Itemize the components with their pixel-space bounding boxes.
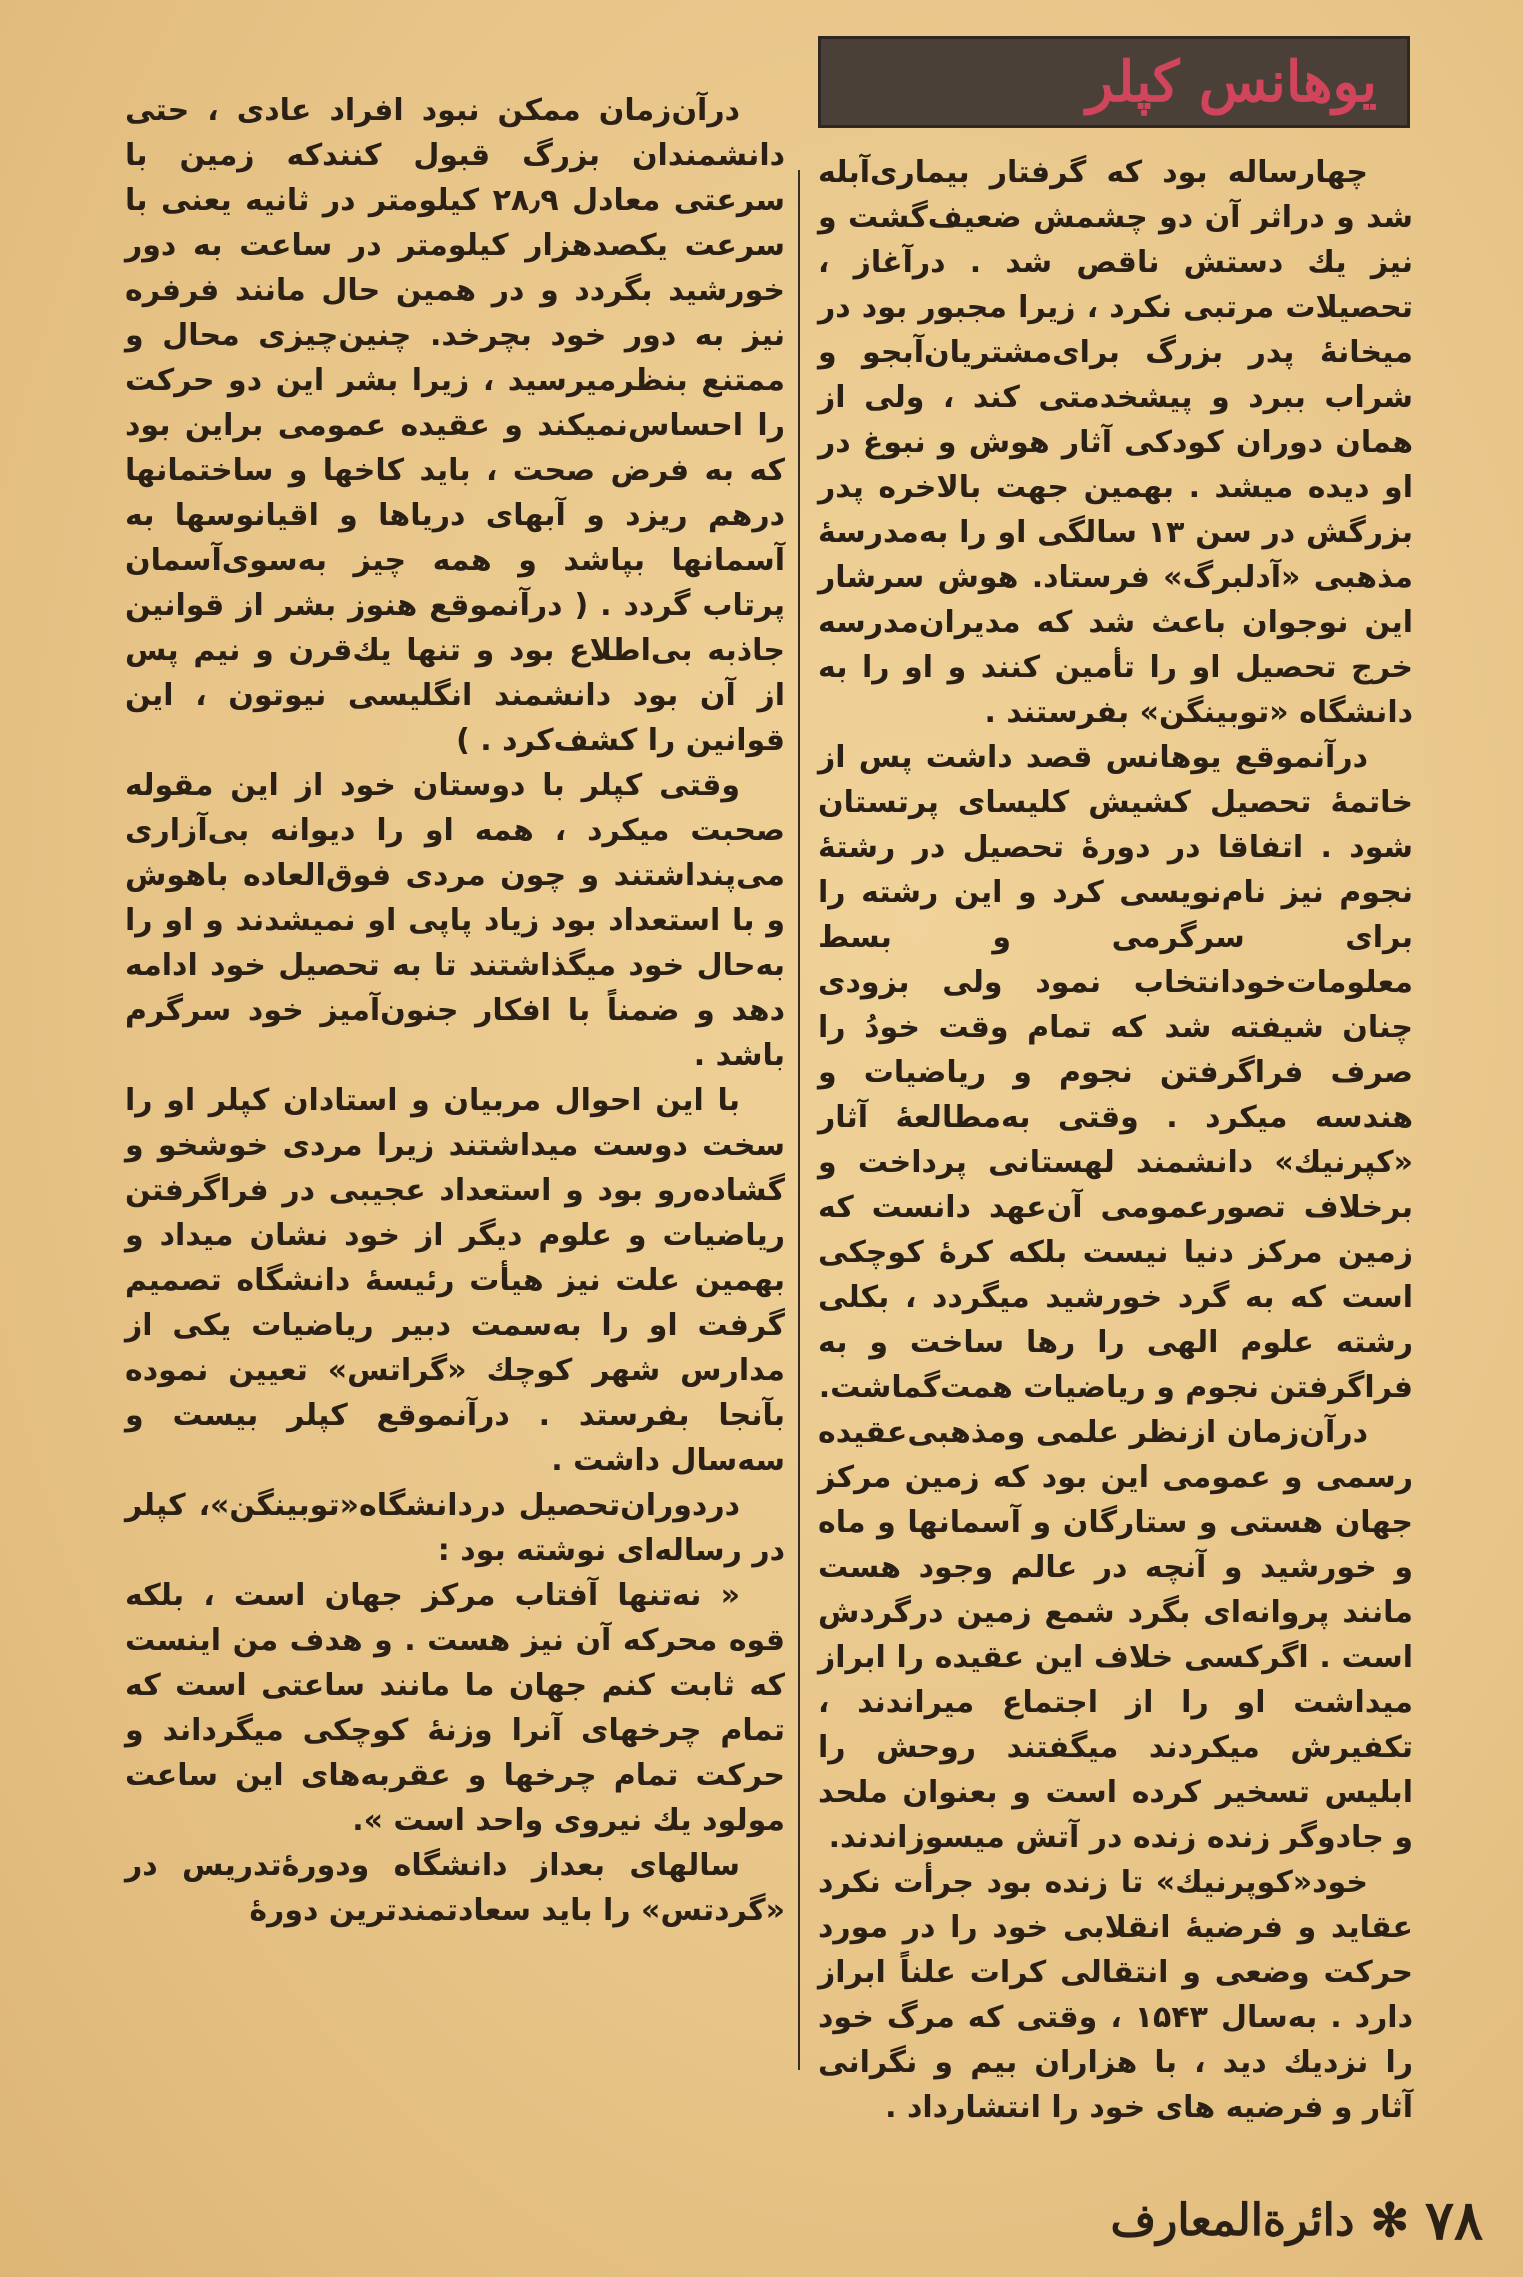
paragraph: چهارساله بود که گرفتار بیماری‌آبله شد و دراثر آن دو چشمش ضعیف‌گشت و نیز یك دستش ناقص شد . درآغاز ، تحصیلات مرتبی نکرد ، زیرا مجبور بود در میخانهٔ پدر بزرگ برای‌مشتریان‌آبجو و شراب ببرد و پیشخدمتی کند ، ولی از همان دوران کودکی آثار هوش و نبوغ در او دیده میشد . بهمین جهت بالاخره پدر بزرگش در سن ۱۳ سالگی او را به‌مدرسهٔ مذهبی «آدلبرگ» فرستاد. هوش سرشار این نوجوان باعث شد که مدیران‌مدرسه خرج تحصیل او را تأمین کنند و او را به دانشگاه «توبینگن» بفرستند .: [818, 155, 1413, 730]
paragraph: وقتی کپلر با دوستان خود از این مقوله صحبت میکرد ، همه او را دیوانه بی‌آزاری می‌پنداشتند و چون مردی فوق‌العاده باهوش و با استعداد بود زیاد پاپی او نمیشدند و او را به‌حال خود میگذاشتند تا به تحصیل خود ادامه دهد و ضمناً با افکار جنون‌آمیز خود سرگرم باشد .: [125, 768, 785, 1073]
paragraph: سالهای بعداز دانشگاه ودورهٔ‌تدریس در «گردتس» را باید سعادتمندترین دورهٔ: [125, 1848, 785, 1928]
paragraph: درآنموقع یوهانس قصد داشت پس از خاتمهٔ تحصیل کشیش کلیسای پرتستان شود . اتفاقا در دورهٔ تحصیل در رشتهٔ نجوم نیز نام‌نویسی کرد و این رشته را برای سرگرمی و بسط معلومات‌خودانتخاب نمود ولی بزودی چنان شیفته شد که تمام وقت خودُ را صرف فراگرفتن نجوم و ریاضیات و هندسه میکرد . وقتی به‌مطالعهٔ آثار «کپرنیك» دانشمند لهستانی پرداخت و برخلاف تصور‌عمومی آن‌عهد دانست که زمین مرکز دنیا نیست بلکه کرهٔ کوچکی است که به گرد خورشید میگردد ، بکلی رشته علوم الهی را رها ساخت و به فراگرفتن نجوم و ریاضیات همت‌گماشت.: [818, 740, 1413, 1405]
paragraph: خود«کوپرنیك» تا زنده بود جرأت نکرد عقاید و فرضیهٔ انقلابی خود را در مورد حرکت وضعی و انتقالی کرات علناً ابراز دارد . به‌سال ۱۵۴۳ ، وقتی که مرگ خود را نزدیك دید ، با هزاران بیم و نگرانی آثار و فرضیه های خود را انتشارداد .: [818, 1865, 1413, 2125]
page-number: ۷۸: [1424, 2188, 1483, 2252]
paragraph: درآن‌زمان ممکن نبود افراد عادی ، حتی دانشمندان بزرگ قبول کنندکه زمین با سرعتی معادل ۲۸٫۹ کیلومتر در ثانیه یعنی با سرعت یکصدهزار کیلومتر در ساعت به دور خورشید بگردد و در همین حال مانند فرفره نیز به دور خود بچرخد. چنین‌چیزی محال و ممتنع بنظرمیرسید ، زیرا بشر این دو حرکت را احساس‌نمیکند و عقیده عمومی براین بود که به فرض صحت ، باید کاخها و ساختمانها درهم ریزد و آبهای دریاها و اقیانوسها به آسمانها بپاشد و همه چیز به‌سوی‌آسمان پرتاب گردد . ( درآنموقع هنوز بشر از قوانین جاذبه بی‌اطلاع بود و تنها یك‌قرن و نیم پس از آن بود دانشمند انگلیسی نیوتون ، این قوانین را کشف‌کرد . ): [125, 93, 785, 758]
publication-name: دائرة‌المعارف: [1110, 2194, 1355, 2246]
column-divider: [798, 170, 800, 2070]
left-column: [125, 88, 785, 1933]
right-column: [818, 150, 1413, 2130]
quote-paragraph: « نه‌تنها آفتاب مرکز جهان است ، بلکه قوه محرکه آن نیز هست . و هدف من اینست که ثابت کنم جهان ما مانند ساعتی است که تمام چرخهای آنرا وزنهٔ کوچکی میگرداند و حرکت تمام چرخها و عقربه‌های این ساعت مولود یك نیروی واحد است ».: [125, 1578, 785, 1838]
article-title-box: [818, 36, 1410, 128]
star-icon: ✻: [1370, 2193, 1409, 2247]
article-title: یوهانس کپلر: [1086, 49, 1377, 115]
paragraph: دردوران‌تحصیل دردانشگاه«توبینگن»، کپلر در رساله‌ای نوشته بود :: [125, 1488, 785, 1568]
page-footer: [1110, 2188, 1483, 2252]
paragraph: با این احوال مربیان و استادان کپلر او را سخت دوست میداشتند زیرا مردی خوشخو و گشاده‌رو بود و استعداد عجیبی در فراگرفتن ریاضیات و علوم دیگر از خود نشان میداد و بهمین علت نیز هیأت رئیسهٔ دانشگاه تصمیم گرفت او را به‌سمت دبیر ریاضیات یکی از مدارس شهر کوچك «گراتس» تعیین نموده بآنجا بفرستد . درآنموقع کپلر بیست و سه‌سال داشت .: [125, 1083, 785, 1478]
paragraph: درآن‌زمان ازنظر علمی ومذهبی‌عقیده رسمی و عمومی این بود که زمین مرکز جهان هستی و ستارگان و آسمانها و ماه و خورشید و آنچه در عالم وجود هست مانند پروانه‌ای بگرد شمع زمین درگردش است . اگرکسی خلاف این عقیده را ابراز میداشت او را از اجتماع میراندند ، تکفیرش میکردند میگفتند روحش را ابلیس تسخیر کرده است و بعنوان ملحد و جادوگر زنده زنده در آتش میسوزاندند.: [818, 1415, 1413, 1855]
